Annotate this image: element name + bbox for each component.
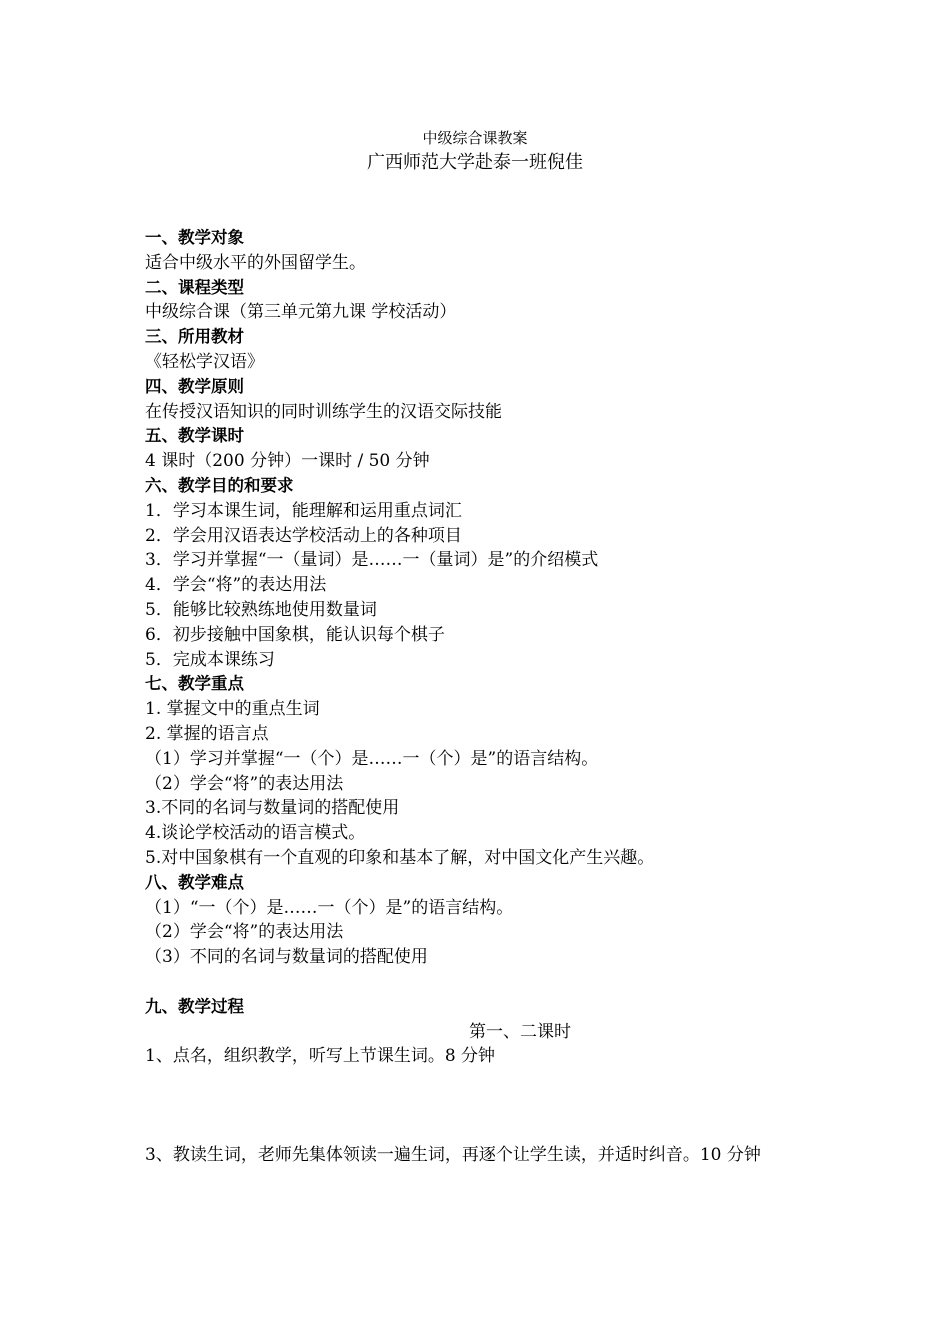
list-item: （2）学会“将”的表达用法 — [145, 922, 344, 943]
list-item: 3.不同的名词与数量词的搭配使用 — [145, 798, 400, 819]
section-heading-principle: 四、教学原则 — [145, 376, 244, 396]
list-item: 5.对中国象棋有一个直观的印象和基本了解，对中国文化产生兴趣。 — [145, 847, 655, 868]
list-item: 3．学习并掌握“一（量词）是……一（量词）是”的介绍模式 — [145, 550, 599, 571]
document-subtitle: 广西师范大学赴泰一班倪佳 — [367, 152, 583, 173]
section-heading-course-type: 二、课程类型 — [145, 277, 244, 297]
section-text-course-type: 中级综合课（第三单元第九课 学校活动） — [145, 302, 457, 323]
list-item: 6．初步接触中国象棋，能认识每个棋子 — [145, 624, 445, 645]
section-heading-teaching-target: 一、教学对象 — [145, 228, 244, 247]
section-text-class-hours: 4 课时（200 分钟）一课时 / 50 分钟 — [145, 451, 430, 472]
list-item: 4．学会“将”的表达用法 — [145, 575, 327, 596]
list-item: 5．完成本课练习 — [145, 649, 275, 670]
list-item: （3）不同的名词与数量词的搭配使用 — [145, 947, 428, 968]
list-item: （2）学会“将”的表达用法 — [145, 773, 344, 794]
section-heading-goals: 六、教学目的和要求 — [145, 475, 294, 495]
list-item: 4.谈论学校活动的语言模式。 — [145, 823, 366, 844]
section-text-principle: 在传授汉语知识的同时训练学生的汉语交际技能 — [145, 401, 502, 422]
list-item: 1．学习本课生词，能理解和运用重点词汇 — [145, 500, 462, 521]
process-step-3: 3、教读生词，老师先集体领读一遍生词，再逐个让学生读，并适时纠音。10 分钟 — [145, 1145, 761, 1166]
list-item: 1. 掌握文中的重点生词 — [145, 699, 320, 720]
blank-line — [145, 1069, 815, 1094]
section-text-textbook: 《轻松学汉语》 — [145, 351, 264, 372]
process-step-1: 1、点名，组织教学，听写上节课生词。8 分钟 — [145, 1046, 496, 1067]
document-title: 中级综合课教案 — [422, 129, 528, 147]
section-heading-process: 九、教学过程 — [145, 996, 244, 1016]
section-text-teaching-target: 适合中级水平的外国留学生。 — [145, 252, 366, 273]
list-item: 2．学会用汉语表达学校活动上的各种项目 — [145, 525, 462, 546]
period-label: 第一、二课时 — [469, 1021, 571, 1042]
section-heading-difficulties: 八、教学难点 — [145, 872, 244, 892]
section-heading-key-points: 七、教学重点 — [145, 674, 244, 694]
section-heading-class-hours: 五、教学课时 — [145, 426, 244, 446]
list-item: （1）学习并掌握“一（个）是……一（个）是”的语言结构。 — [145, 748, 599, 769]
list-item: 5．能够比较熟练地使用数量词 — [145, 599, 377, 620]
document-body — [145, 226, 815, 1168]
list-item: 2. 掌握的语言点 — [145, 723, 269, 744]
blank-line — [145, 1094, 815, 1119]
list-item: （1）“一（个）是……一（个）是”的语言结构。 — [145, 897, 514, 918]
blank-line — [145, 970, 815, 995]
blank-line — [145, 1119, 815, 1144]
section-heading-textbook: 三、所用教材 — [145, 327, 244, 347]
